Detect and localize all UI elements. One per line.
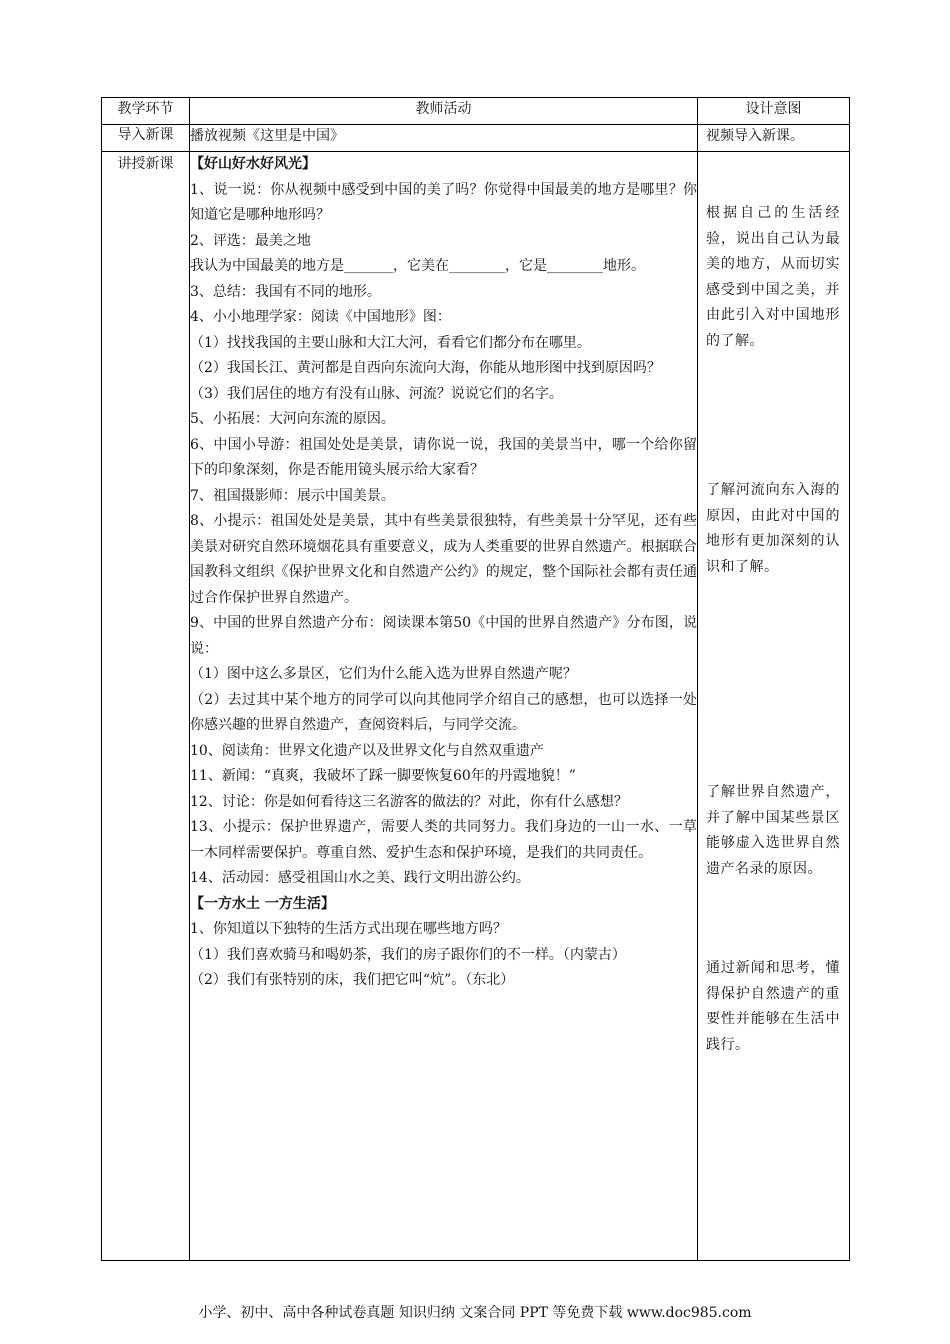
activity-item: 我认为中国最美的地方是_______，它美在________，它是________地形。 [190,258,645,274]
header-intent: 设计意图 [698,98,850,125]
activity-item: 3、总结：我国有不同的地形。 [190,283,381,300]
intro-intent: 视频导入新课。 [698,125,850,152]
activity-item: 13、小提示：保护世界遗产，需要人类的共同努力。我们身边的一山一水、一草一木同样需要保护。尊重自然、爱护生态和保护环境，是我们的共同责任。 [190,819,697,861]
activity-item: 7、祖国摄影师：展示中国美景。 [190,487,395,504]
header-activity: 教师活动 [190,98,698,125]
intent-block: 根据自己的生活经验，说出自己认为最美的地方，从而切实感受到中国之美，并由此引入对中国地形的了解。 [706,205,840,349]
activity-item: 9、中国的世界自然遗产分布：阅读课本第50《中国的世界自然遗产》分布图，说说： [190,615,697,657]
header-stage: 教学环节 [102,98,190,125]
section-heading: 【好山好水好风光】 [190,156,316,172]
intro-stage: 导入新课 [102,125,190,152]
activity-item: 4、小小地理学家：阅读《中国地形》图： [190,309,451,325]
activity-item: 1、你知道以下独特的生活方式出现在哪些地方吗？ [190,921,507,937]
intent-block: 了解河流向东入海的原因，由此对中国的地形有更加深刻的认识和了解。 [706,482,840,575]
activity-item: 10、阅读角：世界文化遗产以及世界文化与自然双重遗产 [190,742,544,759]
activity-item: 6、中国小导游：祖国处处是美景，请你说一说，我国的美景当中，哪一个给你留下的印象深刻，你是否能用镜头展示给大家看？ [190,436,697,478]
activity-item: （2）我国长江、黄河都是自西向东流向大海，你能从地形图中找到原因吗？ [190,360,661,376]
lesson-plan-table [101,97,850,1261]
header-row [102,98,850,125]
section-heading: 【一方水土 一方生活】 [190,895,335,912]
main-stage: 讲授新课 [102,152,190,1261]
intro-activity: 播放视频《这里是中国》 [190,125,698,152]
intent-block: 了解世界自然遗产，并了解中国某些景区能够虚入选世界自然遗产名录的原因。 [706,784,840,877]
activity-item: 1、说一说：你从视频中感受到中国的美了吗？你觉得中国最美的地方是哪里？你知道它是哪种地形吗？ [190,181,697,223]
activity-item: （2）去过其中某个地方的同学可以向其他同学介绍自己的感想，也可以选择一处你感兴趣的世界自然遗产，查阅资料后，与同学交流。 [190,691,697,733]
activity-item: （3）我们居住的地方有没有山脉、河流？说说它们的名字。 [190,385,563,402]
activity-item: （1）找找我国的主要山脉和大江大河，看看它们都分布在哪里。 [190,334,591,351]
activity-item: 2、评选：最美之地 [190,232,311,249]
activity-item: 8、小提示：祖国处处是美景，其中有些美景很独特，有些美景十分罕见，还有些美景对研究自然环境烟花具有重要意义，成为人类重要的世界自然遗产。根据联合国教科文组织《保护世界文化和自然遗产公约》的规定，整个国际社会都有责任通过合作保护世界自然遗产。 [190,513,697,606]
intro-row [102,125,850,152]
activity-item: 12、讨论：你是如何看待这三名游客的做法的？对此，你有什么感想？ [190,793,628,810]
main-intents [698,152,850,1261]
intent-block: 通过新闻和思考，懂得保护自然遗产的重要性并能够在生活中践行。 [706,960,840,1053]
activity-list [190,152,697,994]
main-row [102,152,850,1261]
activity-item: 11、新闻：“真爽，我破坏了踩一脚要恢复60年的丹霞地貌！” [190,768,576,784]
page-footer: 小学、初中、高中各种试卷真题 知识归纳 文案合同 PPT 等免费下载 www.doc985.com [198,1305,752,1321]
activity-item: 5、小拓展：大河向东流的原因。 [190,411,395,427]
main-activities [190,152,698,1261]
activity-item: （2）我们有张特别的床，我们把它叫“炕”。（东北） [190,972,515,988]
activity-item: （1）图中这么多景区，它们为什么能入选为世界自然遗产呢？ [190,666,577,682]
activity-item: 14、活动园：感受祖国山水之美、践行文明出游公约。 [190,870,530,886]
activity-item: （1）我们喜欢骑马和喝奶茶，我们的房子跟你们的不一样。（内蒙古） [190,946,626,963]
